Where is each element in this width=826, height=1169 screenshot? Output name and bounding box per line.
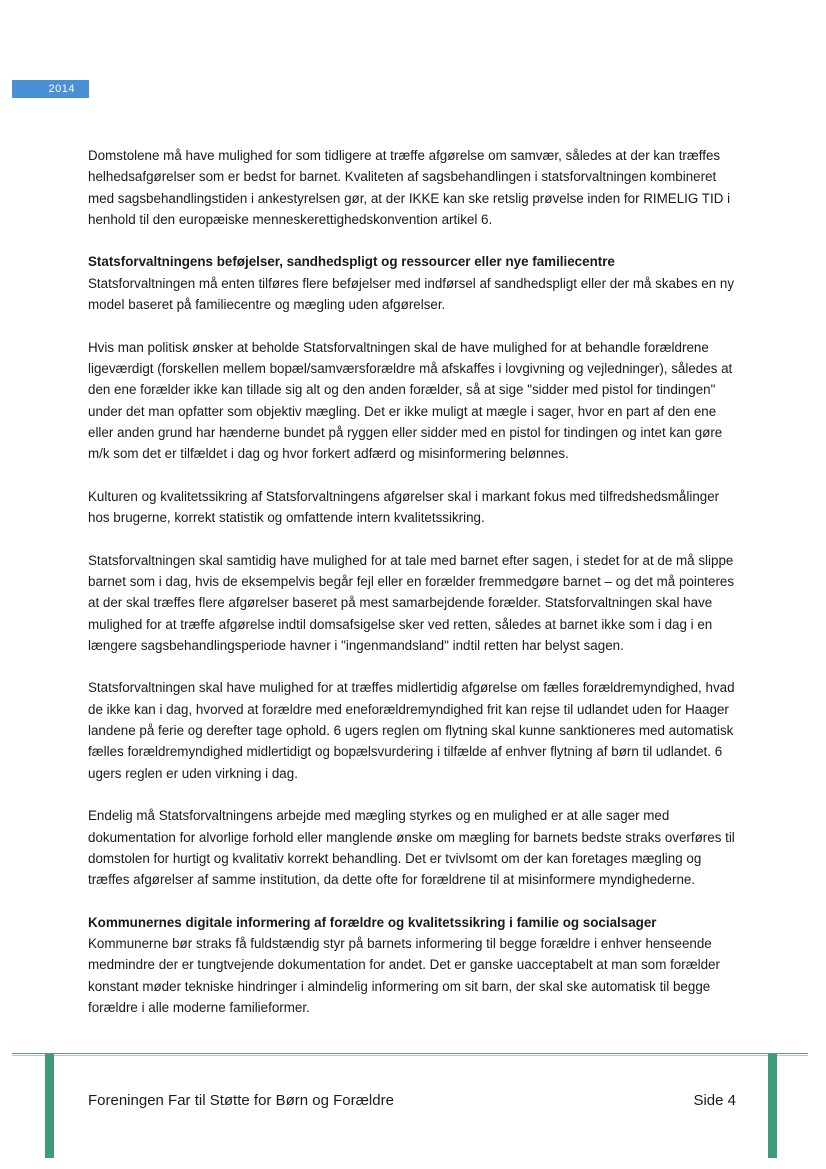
paragraph-politisk: Hvis man politisk ønsker at beholde Statsforvaltningen skal de have mulighed for at behandle forældrene ligeværdigt (forskellen mellem bopæl/samværsforældre må afskaffes i lovgivning og vejledninger), således at den ene forælder ikke kan tillade sig alt og den anden forælder, så at sige "sidder med pistol for tindingen" under det man opfatter som objektiv mægling. Det er ikke muligt at mægle i sager, hvor en part af den ene eller anden grund har hænderne bundet på ryggen eller sidder med en pistol for tindingen og intet kan gøre m/k som det er tilfældet i dag og hvor forkert adfærd og misinformering belønnes. — [88, 339, 733, 462]
section-heading: Statsforvaltningens beføjelser, sandhedspligt og ressourcer eller nye familiecentre — [88, 254, 615, 270]
paragraph-midlertidig-afgorelse: Statsforvaltningen skal have mulighed for at træffes midlertidig afgørelse om fælles forældremyndighed, hvad de ikke kan i dag, hvorved at forældre med eneforældremyndighed frit kan rejse til udlandet uden for Haager landene på ferie og derefter tage ophold. 6 ugers reglen om flytning skal kunne sanktioneres med automatisk fælles forældremyndighed midlertidigt og bopælsvurdering i tilfælde af enhver flytning af børn til udlandet. 6 ugers reglen er uden virkning i dag. — [88, 680, 735, 781]
paragraph-kulturen: Kulturen og kvalitetssikring af Statsforvaltningens afgørelser skal i markant fokus med tilfredshedsmålinger hos brugerne, korrekt statistik og omfattende intern kvalitetssikring. — [88, 488, 720, 526]
footer-right-bar — [768, 1054, 777, 1158]
paragraph-domstolene: Domstolene må have mulighed for som tidligere at træffe afgørelse om samvær, således at der kan træffes helhedsafgørelser som er bedst for barnet. Kvaliteten af sagsbehandlingen i statsforvaltningen kombineret med sagsbehandlingstiden i ankestyrelsen gør, at der IKKE kan ske retslig prøvelse inden for RIMELIG TID i henhold til den europæiske menneskerettighedskonvention artikel 6. — [88, 148, 731, 227]
section-statsforvaltningens-befojelser — [88, 251, 738, 315]
paragraph-text: Statsforvaltningen må enten tilføres flere beføjelser med indførsel af sandhedspligt eller der må skabes en ny model baseret på familiecentre og mægling uden afgørelser. — [88, 275, 735, 313]
footer-left-bar — [45, 1054, 54, 1158]
footer-rule — [12, 1053, 808, 1054]
paragraph-maegling: Endelig må Statsforvaltningens arbejde med mægling styrkes og en mulighed er at alle sager med dokumentation for alvorlige forhold eller manglende ønske om mægling for barnets bedste straks overføres til domstolen for hurtigt og kvalitativ korrekt behandling. Det er tvivlsomt om der kan foretages mægling og træffes afgørelser af samme institution, da dette ofte for forældrene til at misinformere myndighederne. — [88, 808, 735, 888]
paragraph-text: Kommunerne bør straks få fuldstændig styr på barnets informering til begge forældre i enhver henseende medmindre der er tungtvejende dokumentation for andet. Det er ganske uacceptabelt at man som forælder konstant møder tekniske hindringer i almindelig informering om sit barn, der skal ske automatisk til begge forældre i alle moderne familieformer. — [88, 935, 720, 1015]
document-body — [88, 145, 738, 1039]
section-heading: Kommunernes digitale informering af forældre og kvalitetssikring i familie og socialsager — [88, 914, 657, 930]
section-kommunernes-informering — [88, 912, 738, 1018]
footer-rule-shadow — [12, 1055, 808, 1056]
paragraph-tale-med-barnet: Statsforvaltningen skal samtidig have mulighed for at tale med barnet efter sagen, i stedet for at de må slippe barnet som i dag, hvis de eksempelvis begår fejl eller en forælder fremmedgøre barnet – og det må pointeres at der skal træffes flere afgørelser baseret på mest samarbejdende forælder. Statsforvaltningen skal have mulighed for at træffe afgørelse indtil domsafsigelse sker ved retten, således at barnet ikke som i dag i en længere sagsbehandlingsperiode havner i "ingenmandsland" indtil retten har belyst sagen. — [88, 552, 735, 653]
page-number: Side 4 — [693, 1092, 736, 1109]
year-badge: 2014 — [12, 80, 89, 98]
footer-organization: Foreningen Far til Støtte for Børn og Forældre — [88, 1092, 394, 1109]
